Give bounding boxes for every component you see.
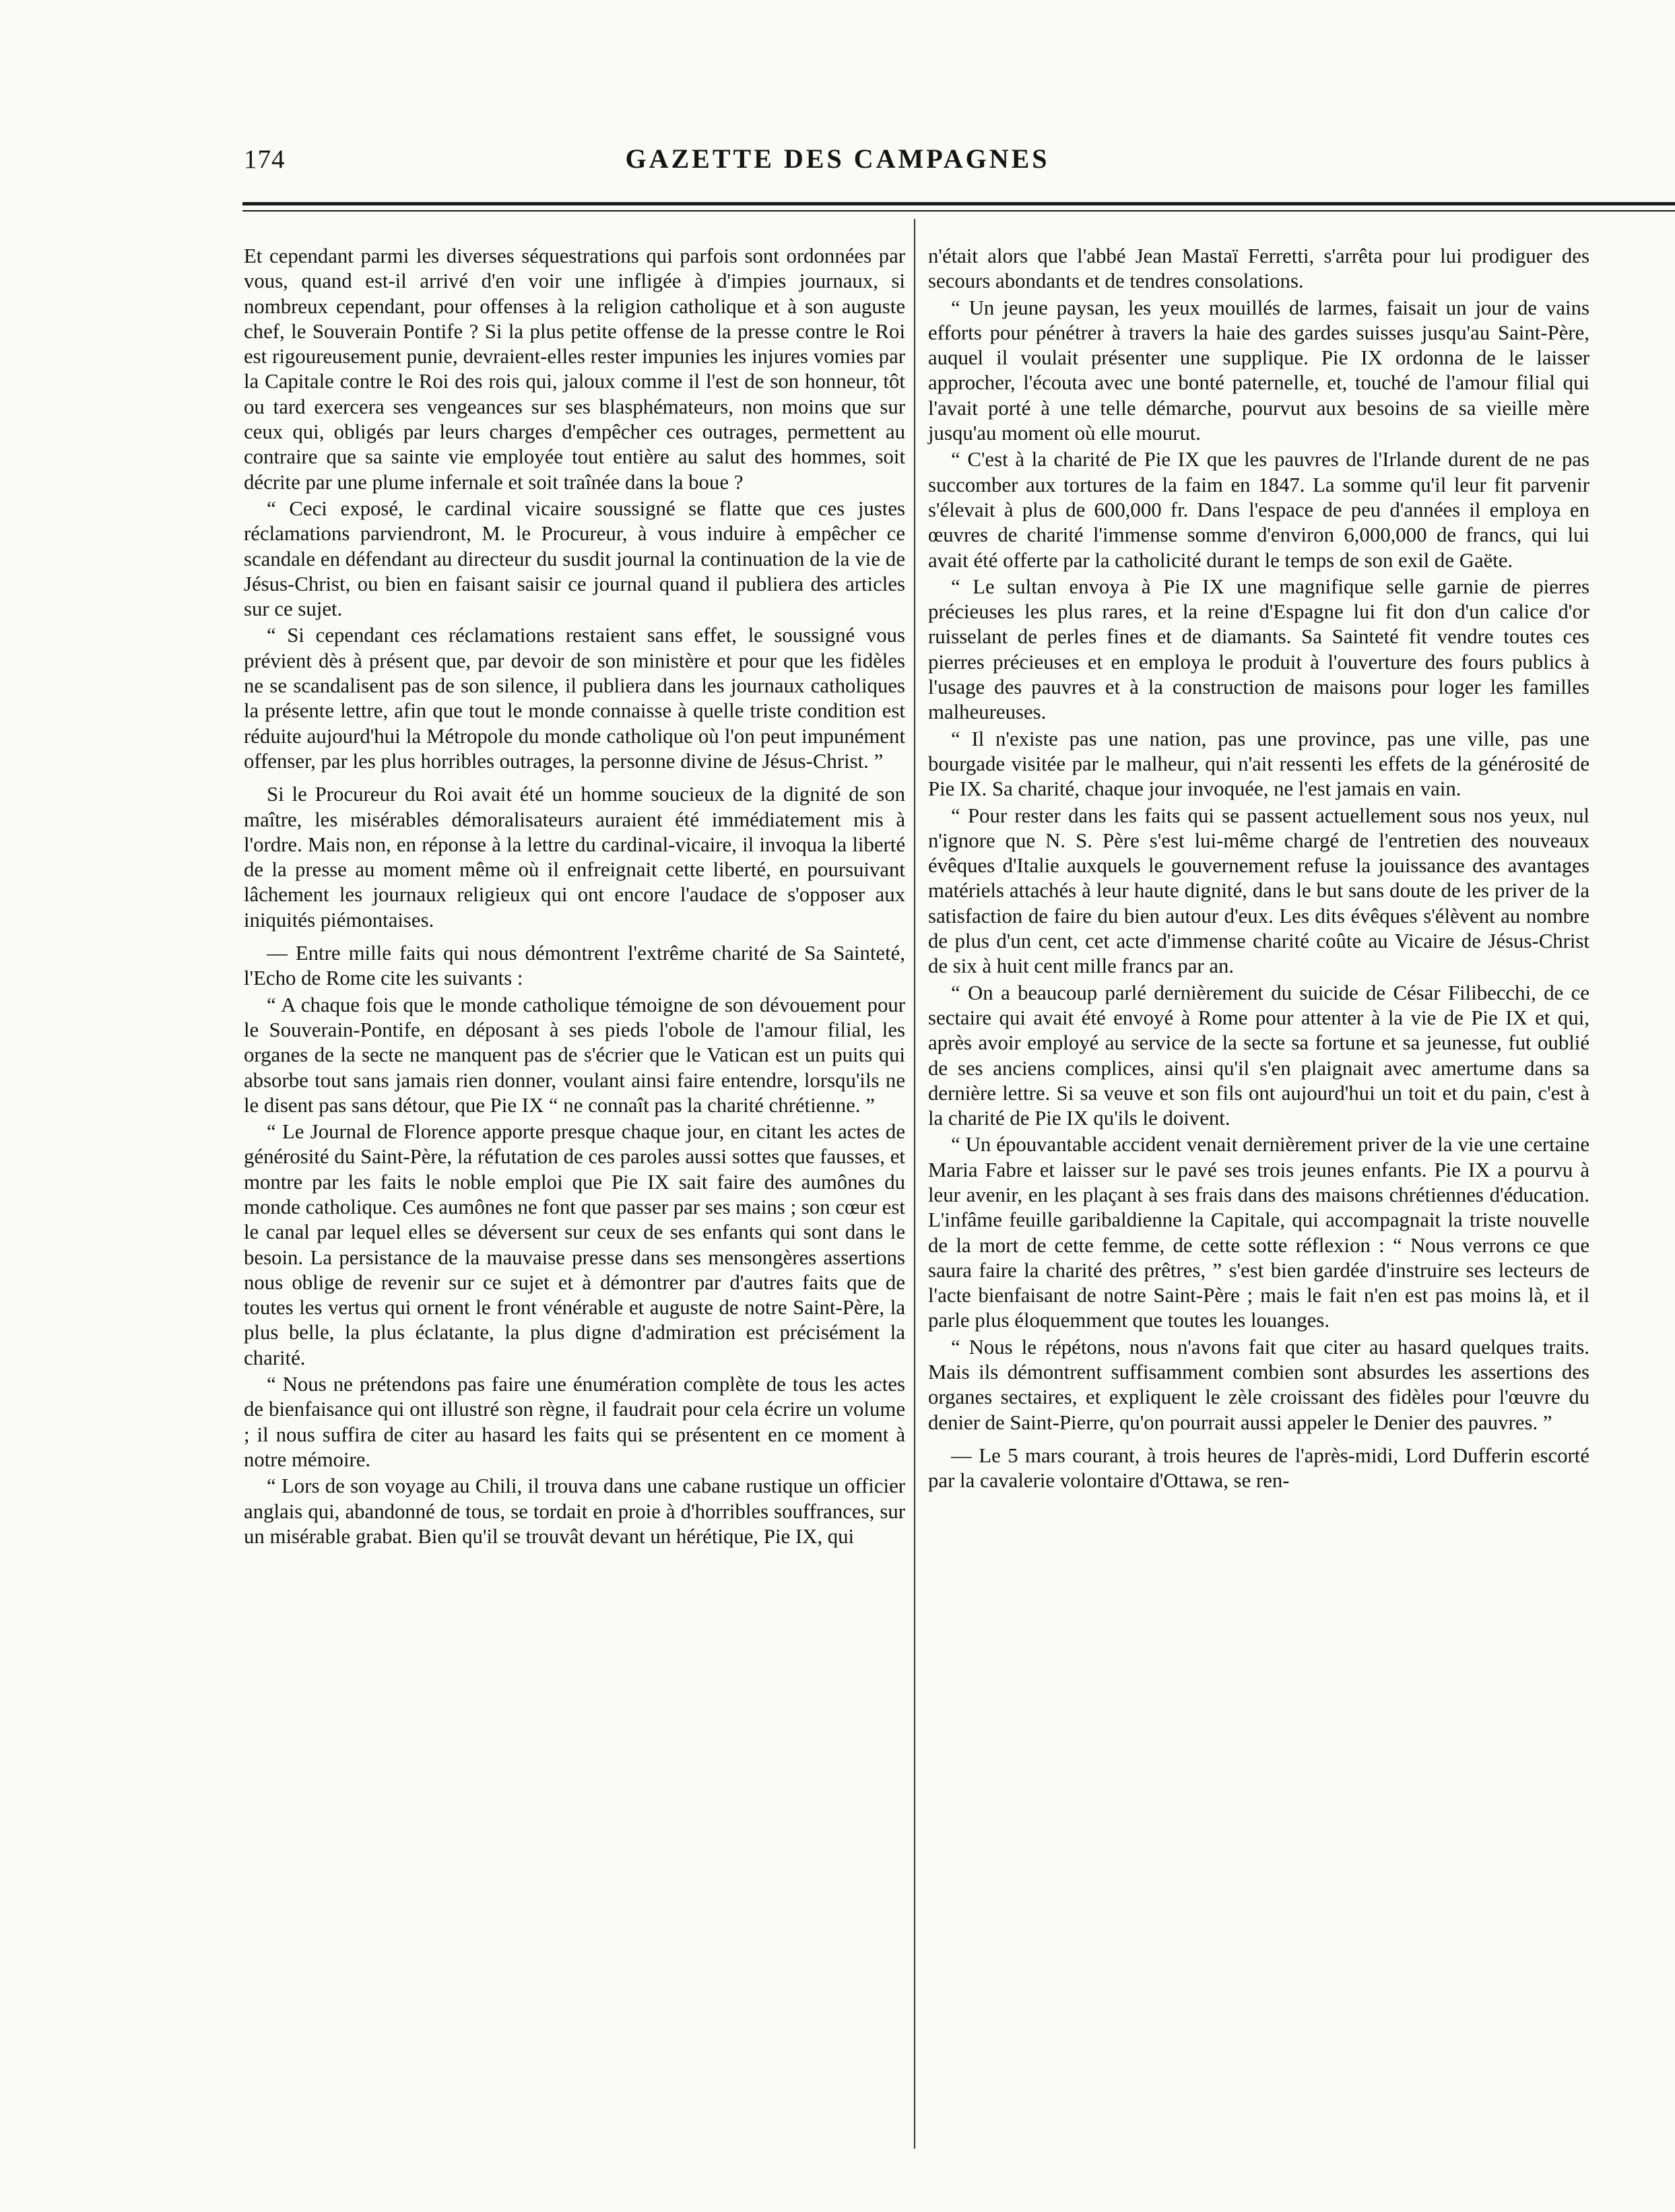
journal-title: GAZETTE DES CAMPAGNES — [625, 143, 1050, 174]
paragraph: “ Nous le répétons, nous n'avons fait que citer au hasard quelques traits. Mais ils démontrent suffisamment combien sont absurdes les assertions des organes sectaires, et expliquent le zèle croissant des fidèles pour l'œuvre du denier de Saint-Pierre, qu'on pourrait aussi appeler le Denier des pauvres. ” — [928, 1335, 1589, 1434]
paragraph: “ Il n'existe pas une nation, pas une province, pas une ville, pas une bourgade visitée par le malheur, qui n'ait ressenti les effets de la générosité de Pie IX. Sa charité, chaque jour invoquée, ne l'est jamais en vain. — [928, 727, 1589, 801]
paragraph: “ Nous ne prétendons pas faire une énumération complète de tous les actes de bienfaisance qui ont illustré son règne, il faudrait pour cela écrire un volume ; il nous suffira de citer au hasard les faits qui se présentent en ce moment à notre mémoire. — [244, 1373, 905, 1471]
paragraph: “ Ceci exposé, le cardinal vicaire soussigné se flatte que ces justes réclamations parviendront, M. le Procureur, à vous induire à empêcher ce scandale en défendant au directeur du susdit journal la continuation de la vie de Jésus-Christ, ou bien en faisant saisir ce journal quand il publiera des articles sur ce sujet. — [244, 496, 905, 621]
paragraph: “ Le Journal de Florence apporte presque chaque jour, en citant les actes de générosité du Saint-Père, la réfutation de ces paroles aussi sottes que fausses, et montre par les faits le noble emploi que Pie IX sait faire des aumônes du monde catholique. Ces aumônes ne font que passer par ses mains ; son cœur est le canal par lequel elles se déversent sur ceux de ses enfants qui sont dans le besoin. La persistance de la mauvaise presse dans ses mensongères assertions nous oblige de revenir sur ce sujet et à démontrer par d'autres faits que de toutes les vertus qui ornent le front vénérable et auguste de notre Saint-Père, la plus belle, la plus éclatante, la plus digne d'admiration est précisément la charité. — [244, 1120, 905, 1369]
column-divider — [914, 219, 915, 2149]
paragraph: Si le Procureur du Roi avait été un homme soucieux de la dignité de son maître, les misérables démoralisateurs auraient été immédiatement mis à l'ordre. Mais non, en réponse à la lettre du cardinal-vicaire, il invoqua la liberté de la presse au moment même où il enfreignait cette liberté, en poursuivant lâchement les journaux religieux qui ont encore l'audace de s'opposer aux iniquités piémontaises. — [244, 783, 905, 932]
header-rule-thick — [242, 202, 1675, 205]
paragraph: “ Le sultan envoya à Pie IX une magnifique selle garnie de pierres précieuses les plus rares, et la reine d'Espagne lui fit don d'un calice d'or ruisselant de perles fines et de diamants. Sa Sainteté fit vendre toutes ces pierres précieuses et en employa le produit à l'ouverture des fours publics à l'usage des pauvres et à la construction de maisons pour loger les familles malheureuses. — [928, 575, 1589, 724]
paragraph: “ Un épouvantable accident venait dernièrement priver de la vie une certaine Maria Fabre et laisser sur le pavé ses trois jeunes enfants. Pie IX a pourvu à leur avenir, en les plaçant à ses frais dans des maisons chrétiennes d'éducation. L'infâme feuille garibaldienne la Capitale, qui accompagnait la triste nouvelle de la mort de cette femme, de cette sotte réflexion : “ Nous verrons ce que saura faire la charité des prêtres, ” s'est bien gardée d'instruire ses lecteurs de l'acte bienfaisant de notre Saint-Père ; mais le fait n'en est pas moins là, et il parle plus éloquemment que toutes les louanges. — [928, 1133, 1589, 1332]
paragraph: “ C'est à la charité de Pie IX que les pauvres de l'Irlande durent de ne pas succomber aux tortures de la faim en 1847. La somme qu'il leur fit parvenir s'élevait à plus de 600,000 fr. Dans l'espace de peu d'années il employa en œuvres de charité l'immense somme d'environ 6,000,000 de francs, qui lui avait été offerte par la catholicité durant le temps de son exil de Gaëte. — [928, 448, 1589, 572]
paragraph: “ Lors de son voyage au Chili, il trouva dans une cabane rustique un officier anglais qui, abandonné de tous, se tordait en proie à d'horribles souffrances, sur un misérable grabat. Bien qu'il se trouvât devant un hérétique, Pie IX, qui — [244, 1474, 905, 1548]
paragraph: — Entre mille faits qui nous démontrent l'extrême charité de Sa Sainteté, l'Echo de Rome cite les suivants : — [244, 942, 905, 990]
paragraph: “ On a beaucoup parlé dernièrement du suicide de César Filibecchi, de ce sectaire qui avait été envoyé à Rome pour attenter à la vie de Pie IX et qui, après avoir employé au service de la secte sa fortune et sa jeunesse, fut oublié de ses anciens complices, ainsi qu'il s'en plaignait avec amertume dans sa dernière lettre. Si sa veuve et son fils ont aujourd'hui un toit et du pain, c'est à la charité de Pie IX qu'ils le doivent. — [928, 981, 1589, 1130]
right-column — [928, 244, 1589, 2157]
paragraph: “ Un jeune paysan, les yeux mouillés de larmes, faisait un jour de vains efforts pour pénétrer à travers la haie des gardes suisses jusqu'au Saint-Père, auquel il voulait présenter une supplique. Pie IX ordonna de le laisser approcher, l'écouta avec une bonté paternelle, et, touché de l'amour filial qui l'avait porté à une telle démarche, pourvut aux besoins de sa vieille mère jusqu'au moment où elle mourut. — [928, 296, 1589, 445]
paragraph: — Le 5 mars courant, à trois heures de l'après-midi, Lord Dufferin escorté par la cavalerie volontaire d'Ottawa, se ren- — [928, 1443, 1589, 1493]
page-number: 174 — [244, 145, 286, 174]
paragraph: “ Si cependant ces réclamations restaient sans effet, le soussigné vous prévient dès à présent que, par devoir de son ministère et pour que les fidèles ne se scandalisent pas de son silence, il publiera dans les journaux catholiques la présente lettre, afin que tout le monde connaisse à quelle triste condition est réduite aujourd'hui la Métropole du monde catholique où l'on peut impunément offenser, par les plus horribles outrages, la personne divine de Jésus-Christ. ” — [244, 624, 905, 773]
header-rule-thin — [242, 210, 1675, 212]
paragraph: “ A chaque fois que le monde catholique témoigne de son dévouement pour le Souverain-Pontife, en déposant à ses pieds l'obole de l'amour filial, les organes de la secte ne manquent pas de s'écrier que le Vatican est un puits qui absorbe tout sans jamais rien donner, voulant ainsi faire entendre, lorsqu'ils ne le disent pas sans détour, que Pie IX “ ne connaît pas la charité chrétienne. ” — [244, 993, 905, 1117]
paragraph: Et cependant parmi les diverses séquestrations qui parfois sont ordonnées par vous, quand est-il arrivé d'en voir une infligée à d'impies journaux, si nombreux cependant, pour offenses à la religion catholique et à son auguste chef, le Souverain Pontife ? Si la plus petite offense de la presse contre le Roi est rigoureusement punie, devraient-elles rester impunies les injures vomies par la Capitale contre le Roi des rois qui, jaloux comme il l'est de son honneur, tôt ou tard exercera ses vengeances sur ses blasphémateurs, non moins que sur ceux qui, obligés par leurs charges d'empêcher ces outrages, permettent au contraire que sa sainte vie employée tout entière au salut des hommes, soit décrite par une plume infernale et soit traînée dans la boue ? — [244, 245, 905, 494]
paragraph: n'était alors que l'abbé Jean Mastaï Ferretti, s'arrêta pour lui prodiguer des secours abondants et de tendres consolations. — [928, 245, 1589, 293]
paragraph: “ Pour rester dans les faits qui se passent actuellement sous nos yeux, nul n'ignore que N. S. Père s'est lui-même chargé de l'entretien des nouveaux évêques d'Italie auxquels le gouvernement refuse la jouissance des avantages matériels attachés à leur haute dignité, dans le but sans doute de les priver de la satisfaction de faire du bien autour d'eux. Les dits évêques s'élèvent au nombre de plus d'un cent, cet acte d'immense charité coûte au Vicaire de Jésus-Christ de six à huit cent mille francs par an. — [928, 804, 1589, 978]
left-column — [244, 244, 905, 2157]
